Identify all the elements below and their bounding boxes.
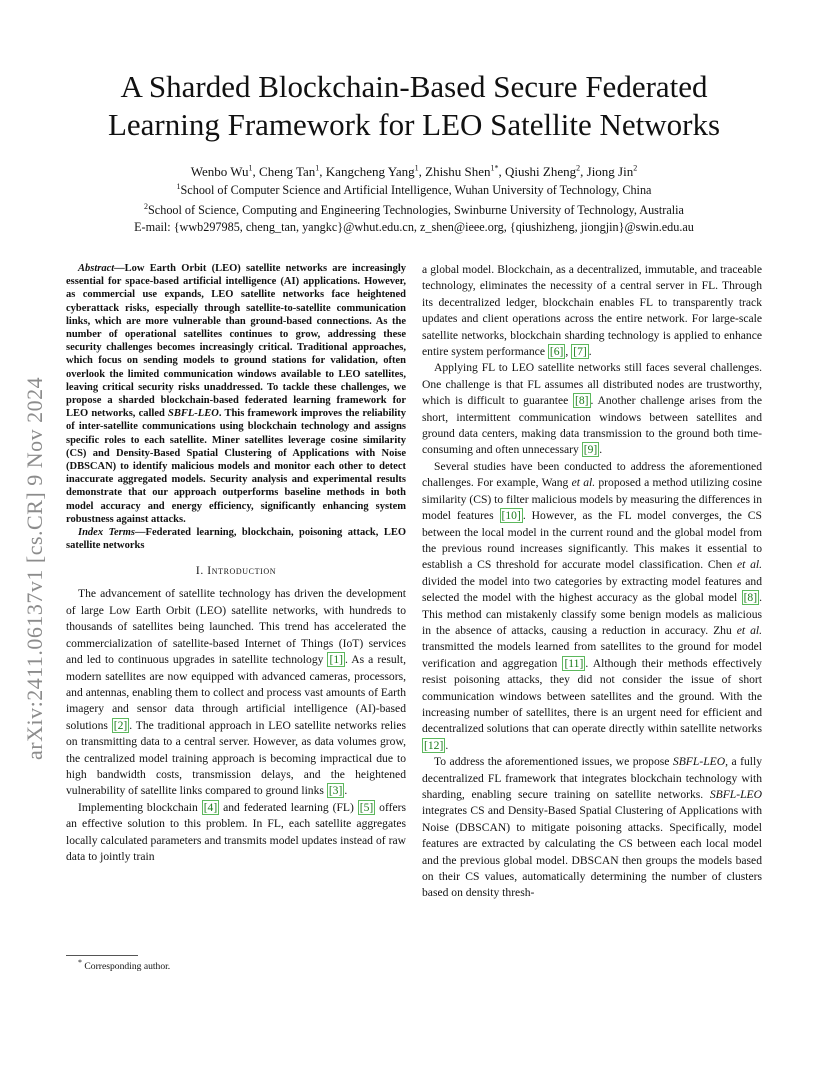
citation-link[interactable]: [2]: [113, 718, 128, 732]
author-list: Wenbo Wu$^1$, Cheng Tan$^1$, Kangcheng Yang$^1$, Zhishu Shen$^{1*}$, Qiushi Zheng$^2$, Jiong Jin$^2$: [190, 163, 638, 179]
text: et al.: [736, 623, 762, 637]
index-terms-label: Index Terms: [78, 527, 136, 539]
text: .: [588, 345, 592, 359]
affiliation-mark: 1: [176, 181, 181, 191]
paragraph: [66, 800, 406, 866]
footnote: [78, 957, 171, 973]
affiliation-mark: 2: [144, 201, 149, 211]
abstract: [66, 262, 406, 526]
title-line-2: Learning Framework for LEO Satellite Networks: [107, 107, 721, 142]
text: . Although their methods effectively resist poisoning attacks, they did not consider the issue of short communication windows between satellites and the ground. With the increasing number of satellites, there is an urgent need for efficient and decentralized solutions that can operate directly within satellite networks: [422, 656, 762, 736]
text: SBFL-LEO: [672, 755, 726, 769]
text: SBFL-LEO: [709, 788, 762, 801]
text: Implementing blockchain: [78, 800, 202, 814]
footnote-mark: *: [78, 957, 82, 967]
paragraph: [422, 262, 762, 360]
text: , a fully decentralized FL framework that integrates blockchain technology with sharding, enabling secure training on satellite networks.: [422, 755, 762, 801]
author: Jiong Jin: [586, 164, 634, 179]
abstract-text: —Low Earth Orbit (LEO) satellite networks are increasingly essential for space-based artificial intelligence (AI) applications. However, as commercial use expands, LEO satellite networks face heightened cyberattack risks, especially through satellite-to-satellite communication links, which are more vulnerable than ground-based connections. As the number of operational satellites continues to grow, addressing these security challenges becomes increasingly critical. Traditional approaches, which focus on sending models to ground stations for validation, often overlook the limited communication windows available to LEO satellites, leaving critical security risks unaddressed. To tackle these challenges, we propose a sharded blockchain-based federated learning framework for LEO networks, called: [66, 263, 406, 420]
affiliation-1: [60, 182, 768, 198]
affiliation-text: School of Science, Computing and Engineering Technologies, Swinburne University of Technology, Australia: [148, 203, 684, 217]
citation-link[interactable]: [5]: [359, 800, 374, 814]
paragraph: [66, 586, 406, 799]
text: proposed a method utilizing cosine similarity (CS) to filter malicious models by measuring the differences in model features: [422, 476, 762, 523]
text: transmitted the models learned from satellites to the ground for model verification and aggregation: [422, 640, 762, 670]
text: and federated learning (FL): [219, 800, 358, 814]
citation-link[interactable]: [3]: [328, 784, 343, 798]
text: . The traditional approach in LEO satellite networks relies on transmitting data to a central server. However, as data volumes grow, the centralized model training approach is becoming impractical due to high bandwidth costs, transmission delays, and the heightened vulnerability of satellite links compared to ground links: [66, 718, 406, 798]
text: offers an effective solution to this problem. In FL, each satellite aggregates locally calculated parameters and transmits model updates instead of raw data to jointly train: [66, 800, 406, 863]
abstract-text: . This framework improves the reliability of inter-satellite communications using blockchain technology and assigns specific roles to each satellite. Miner satellites leverage cosine similarity (CS) and Density-Based Spatial Clustering of Applications with Noise (DBSCAN) to identify malicious models and monitor each other to detect inaccurate aggregated models. Security analysis and experimental results demonstrate that our approach outperforms baseline methods in both model accuracy and energy efficiency, significantly enhancing system robustness against attacks.: [66, 408, 406, 525]
arxiv-identifier[interactable]: arXiv:2411.06137v1 [cs.CR] 9 Nov 2024: [22, 376, 47, 760]
author-mark: 2: [576, 163, 581, 173]
affiliation-text: School of Computer Science and Artificial Intelligence, Wuhan University of Technology, China: [180, 183, 652, 197]
text: a global model. Blockchain, as a decentralized, immutable, and traceable technology, eliminates the necessity of a central server in FL. Through its decentralized ledger, blockchain enables FL to transparently track updates and client operations across the entire network. For large-scale satellite networks, blockchain sharding technology is applied to enhance entire system performance: [422, 263, 762, 359]
paragraph: [422, 754, 762, 902]
author: Zhishu Shen: [425, 164, 491, 179]
text: integrates CS and Density-Based Spatial Clustering of Applications with Noise (DBSCAN) to mitigate poisoning attacks. Specifically, model features are extracted by calculating the CS between each local model and the previous global model. DBSCAN then groups the models based on their CS values, automatically determining the number of clusters based on density thresh-: [422, 804, 762, 900]
citation-link[interactable]: [6]: [549, 345, 564, 359]
author-mark: 2: [633, 163, 638, 173]
author: Cheng Tan: [259, 164, 316, 179]
citation-link[interactable]: [12]: [424, 738, 444, 752]
author-emails: E-mail: {wwb297985, cheng_tan, yangkc}@whut.edu.cn, z_shen@ieee.org, {qiushizheng, jiongjin}@swin.edu.au: [134, 220, 694, 234]
section-heading: [66, 565, 406, 577]
affiliation-2: [60, 202, 768, 218]
citation-link[interactable]: [4]: [203, 800, 218, 814]
title-line-1: A Sharded Blockchain-Based Secure Federated: [120, 69, 708, 104]
author: Kangcheng Yang: [325, 164, 415, 179]
section-number: I.: [195, 565, 208, 578]
abstract-label: Abstract: [78, 263, 115, 274]
text: Several studies have been conducted to address the aforementioned challenges. For example, Wang: [422, 459, 762, 490]
text: divided the model into two categories by extracting model features and selected the model with the highest accuracy as the global model: [422, 574, 762, 605]
author-mark: 1*: [490, 163, 499, 173]
text: . This method can mistakenly classify some benign models as malicious in the absence of attacks, causing a reduction in accuracy. Zhu: [422, 591, 762, 637]
footnote-text: Corresponding author.: [84, 961, 171, 972]
text: ,: [565, 345, 572, 359]
text: . However, as the FL model converges, the CS between the local model in the current round and the global model from the previous round increases significantly. This makes it essential to establish a CS threshold for accurate model classification. Chen: [422, 509, 762, 572]
citation-link[interactable]: [8]: [574, 394, 589, 408]
author-mark: 1: [414, 163, 419, 173]
paper-title: [60, 68, 768, 144]
right-column: [422, 262, 762, 902]
text: .: [344, 784, 348, 798]
footnote-rule: [66, 955, 138, 956]
text: et al.: [571, 476, 596, 490]
text: To address the aforementioned issues, we propose: [434, 755, 673, 769]
author-mark: 1: [315, 163, 320, 173]
citation-link[interactable]: [11]: [564, 656, 584, 670]
left-column: [66, 262, 406, 865]
citation-link[interactable]: [9]: [583, 443, 598, 457]
citation-link[interactable]: [1]: [329, 653, 343, 667]
paragraph: [422, 459, 762, 754]
citation-link[interactable]: [7]: [573, 345, 587, 359]
index-terms: [66, 526, 406, 552]
text: The advancement of satellite technology has driven the development of large Low Earth Orbit (LEO) satellite networks, with hundreds to thousands of satellites being launched. This trend has accelerated the commercialization of satellite-based Internet of Things (IoT) services and led to continuous upgrades in satellite technology: [66, 587, 406, 667]
author: Qiushi Zheng: [505, 164, 577, 179]
section-title: Introduction: [207, 565, 277, 578]
author-mark: 1: [248, 163, 253, 173]
citation-link[interactable]: [8]: [743, 591, 758, 605]
text: Applying FL to LEO satellite networks still faces several challenges. One challenge is that FL assumes all distributed nodes are trustworthy, which is difficult to guarantee: [422, 361, 762, 408]
text: et al.: [737, 558, 763, 572]
index-terms-text: —Federated learning, blockchain, poisoning attack, LEO satellite networks: [66, 527, 407, 552]
citation-link[interactable]: [10]: [501, 509, 521, 523]
text: . Another challenge arises from the short, intermittent communication windows between satellites and ground data centers, making data transmission to the ground both time-consuming and often unnecessary: [422, 394, 762, 457]
author: Wenbo Wu: [190, 164, 249, 179]
framework-name: SBFL-LEO: [168, 408, 219, 420]
text: .: [445, 738, 449, 752]
text: . As a result, modern satellites are now equipped with advanced cameras, processors, and antennas, enabling them to collect and process vast amounts of Earth imagery and sensor data through artificial intelligence (AI)-based solutions: [66, 653, 407, 732]
paragraph: [422, 360, 762, 458]
text: .: [599, 443, 603, 457]
